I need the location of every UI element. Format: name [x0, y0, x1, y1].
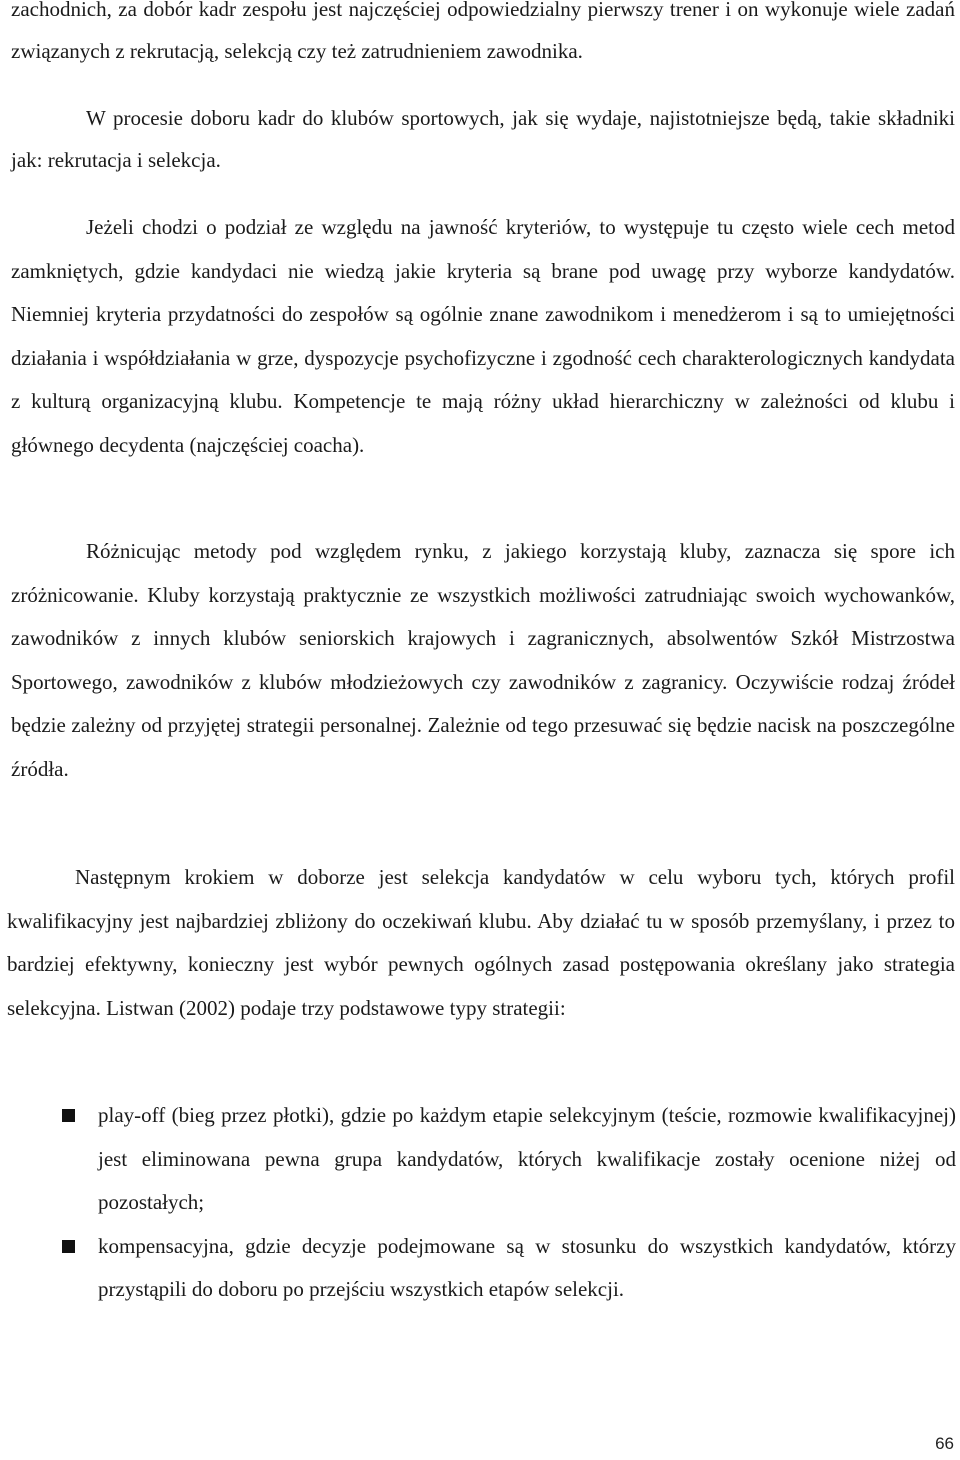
list-item-text: play-off (bieg przez płotki), gdzie po każdym etapie selekcyjnym (teście, rozmowie kwalifikacyjnej) jest eliminowana pewna grupa kandydatów, których kwalifikacje zostały ocenione niżej od pozostałych;: [98, 1103, 956, 1215]
paragraph-continuation: zachodnich, za dobór kadr zespołu jest najczęściej odpowiedzialny pierwszy trener i on wykonuje wiele zadań związanych z rekrutacją, selekcją czy też zatrudnieniem zawodnika.: [11, 0, 955, 63]
paragraph-market-methods: Różnicując metody pod względem rynku, z jakiego korzystają kluby, zaznacza się spore ich zróżnicowanie. Kluby korzystają praktycznie ze wszystkich możliwości zatrudniając swoich wychowanków, zawodników z innych klubów seniorskich krajowych i zagranicznych, absolwentów Szkół Mistrzostwa Sportowego, zawodników z klubów młodzieżowych czy zawodników z zagranicy. Oczywiście rodzaj źródeł będzie zależny od przyjętej strategii personalnej. Zależnie od tego przesuwać się będzie nacisk na poszczególne źródła.: [11, 539, 955, 781]
paragraph-selection-strategy: Następnym krokiem w doborze jest selekcja kandydatów w celu wyboru tych, których profil kwalifikacyjny jest najbardziej zbliżony do oczekiwań klubu. Aby działać tu w sposób przemyślany, i przez to bardziej efektywny, konieczny jest wybór pewnych ogólnych zasad postępowania określany jako strategia selekcyjna. Listwan (2002) podaje trzy podstawowe typy strategii:: [7, 865, 955, 1020]
strategy-list: [0, 1094, 960, 1312]
list-item: [0, 1225, 960, 1312]
list-item: [0, 1094, 960, 1225]
page-number: 66: [935, 1434, 954, 1453]
paragraph-recruitment-intro: W procesie doboru kadr do klubów sportowych, jak się wydaje, najistotniejsze będą, takie składniki jak: rekrutacja i selekcja.: [11, 106, 955, 172]
square-bullet-icon: [62, 1240, 75, 1253]
list-item-text: kompensacyjna, gdzie decyzje podejmowane są w stosunku do wszystkich kandydatów, którzy przystąpili do doboru po przejściu wszystkich etapów selekcji.: [98, 1233, 956, 1302]
paragraph-criteria: Jeżeli chodzi o podział ze względu na jawność kryteriów, to występuje tu często wiele cech metod zamkniętych, gdzie kandydaci nie wiedzą jakie kryteria są brane pod uwagę przy wyborze kandydatów. Niemniej kryteria przydatności do zespołów są ogólnie znane zawodnikom i menedżerom i są to umiejętności działania i współdziałania w grze, dyspozycje psychofizyczne i zgodność cech charakterologicznych kandydata z kulturą organizacyjną klubu. Kompetencje te mają różny układ hierarchiczny w zależności od klubu i głównego decydenta (najczęściej coacha).: [11, 215, 955, 457]
square-bullet-icon: [62, 1109, 75, 1122]
